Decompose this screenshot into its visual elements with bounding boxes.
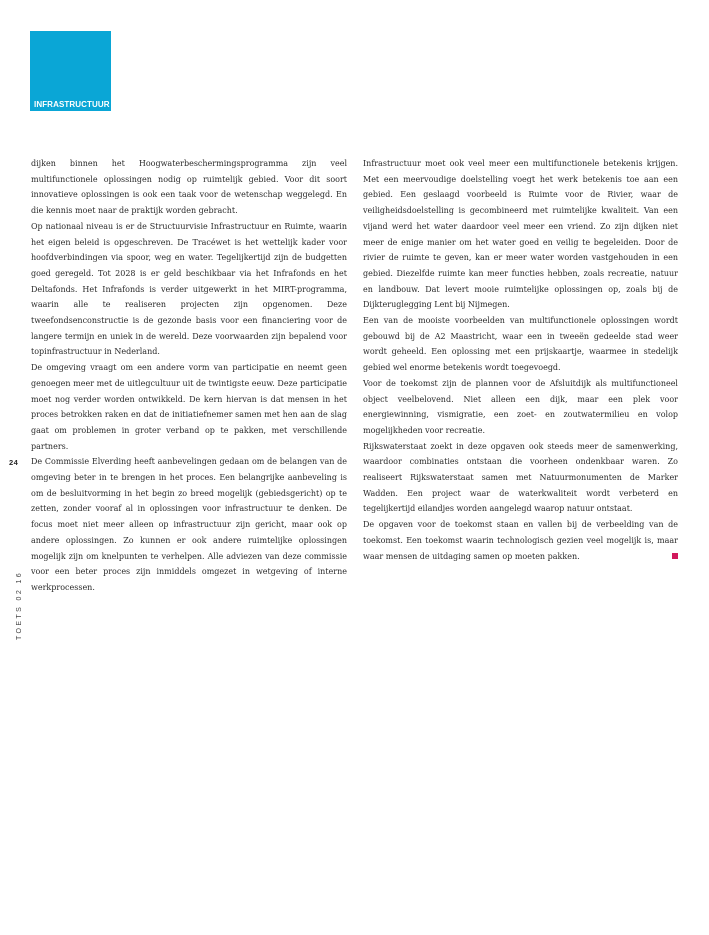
paragraph: De Commissie Elverding heeft aanbevelingen gedaan om de belangen van de omgeving beter in te brengen in het proces. Een belangrijke aanbeveling is om de besluitvorming in het begin zo breed mogelijk (gebiedsgericht) op te zetten, zonder vooraf al in oplossingen voor infrastructuur te denken. De focus moet niet meer alleen op infrastructuur zijn gericht, maar ook op andere oplossingen. Zo kunnen er ook andere ruimtelijke oplossingen mogelijk zijn om knelpunten te verhelpen. Alle adviezen van deze commissie voor een beter proces zijn inmiddels omgezet in wetgeving of interne werkprocessen. <box>31 457 347 592</box>
running-footer: TOETS 02 16 <box>16 570 23 640</box>
article-column-left <box>31 156 347 596</box>
end-of-article-mark <box>672 553 678 559</box>
article-column-right <box>363 156 678 564</box>
paragraph: De opgaven voor de toekomst staan en vallen bij de verbeelding van de toekomst. Een toekomst waarin technologisch gezien veel mogelijk is, maar waar mensen de uitdaging samen op moeten pakken. <box>363 520 678 561</box>
paragraph: Infrastructuur moet ook veel meer een multifunctionele betekenis krijgen. Met een meervoudige doelstelling voegt het werk betekenis toe aan een gebied. Een geslaagd voorbeeld is Ruimte voor de Rivier, waar de veiligheidsdoelstelling is gecombineerd met ruimtelijke kwaliteit. Van een vijand werd het water daardoor veel meer een vriend. Zo zijn dijken niet meer de enige manier om het water goed en veilig te begeleiden. Door de rivier de ruimte te geven, kan er meer water worden vastgehouden in een gebied. Diezelfde ruimte kan meer functies hebben, zoals recreatie, natuur en landbouw. Dat levert mooie ruimtelijke oplossingen op, zoals bij de Dijkteruglegging Lent bij Nijmegen. <box>363 159 678 310</box>
section-label: INFRASTRUCTUUR <box>34 100 110 109</box>
paragraph: dijken binnen het Hoogwaterbeschermingsprogramma zijn veel multifunctionele oplossingen nodig op ruimtelijk gebied. Voor dit soort innovatieve oplossingen is ook een taak voor de wetenschap weggelegd. En die kennis moet naar de praktijk worden gebracht. <box>31 159 347 216</box>
paragraph: Een van de mooiste voorbeelden van multifunctionele oplossingen wordt gebouwd bij de A2 Maastricht, waar een in tweeën gedeelde stad weer wordt geheeld. Een oplossing met een prijskaartje, waarmee in stedelijk gebied wel enorme betekenis wordt toegevoegd. <box>363 316 678 373</box>
paragraph-last <box>363 517 678 564</box>
paragraph: De omgeving vraagt om een andere vorm van participatie en neemt geen genoegen meer met de uitlegcultuur uit de twintigste eeuw. Deze participatie moet nog verder worden ontwikkeld. De kern hiervan is dat mensen in het proces betrokken raken en dat de initiatiefnemer samen met hen aan de slag gaat om problemen in groter verband op te pakken, met verschillende partners. <box>31 363 347 451</box>
paragraph: Op nationaal niveau is er de Structuurvisie Infrastructuur en Ruimte, waarin het eigen beleid is opgeschreven. De Tracéwet is het wettelijk kader voor hoofdverbindingen via spoor, weg en water. Tegelijkertijd zijn de budgetten goed geregeld. Tot 2028 is er geld beschikbaar via het Infrafonds en het Deltafonds. Het Infrafonds is verder uitgewerkt in het MIRT-programma, waarin alle te realiseren projecten zijn opgenomen. Deze tweefondsenconstructie is de gezonde basis voor een financiering voor de langere termijn en uniek in de wereld. Deze voorwaarden zijn bepalend voor topinfrastructuur in Nederland. <box>31 221 347 357</box>
page-number: 24 <box>9 458 19 467</box>
paragraph: Rijkswaterstaat zoekt in deze opgaven ook steeds meer de samenwerking, waardoor combinaties ontstaan die voorheen ondenkbaar waren. Zo realiseert Rijkswaterstaat samen met Natuurmonumenten de Marker Wadden. Een project waar de waterkwaliteit wordt verbeterd en tegelijkertijd eilandjes worden aangelegd waarop natuur ontstaat. <box>363 441 678 514</box>
paragraph: Voor de toekomst zijn de plannen voor de Afsluitdijk als multifunctioneel object veelbelovend. Niet alleen een dijk, maar een plek voor energiewinning, vismigratie, een zoet- en zoutwatermilieu en volop mogelijkheden voor recreatie. <box>363 378 678 435</box>
section-header-block <box>30 31 111 111</box>
